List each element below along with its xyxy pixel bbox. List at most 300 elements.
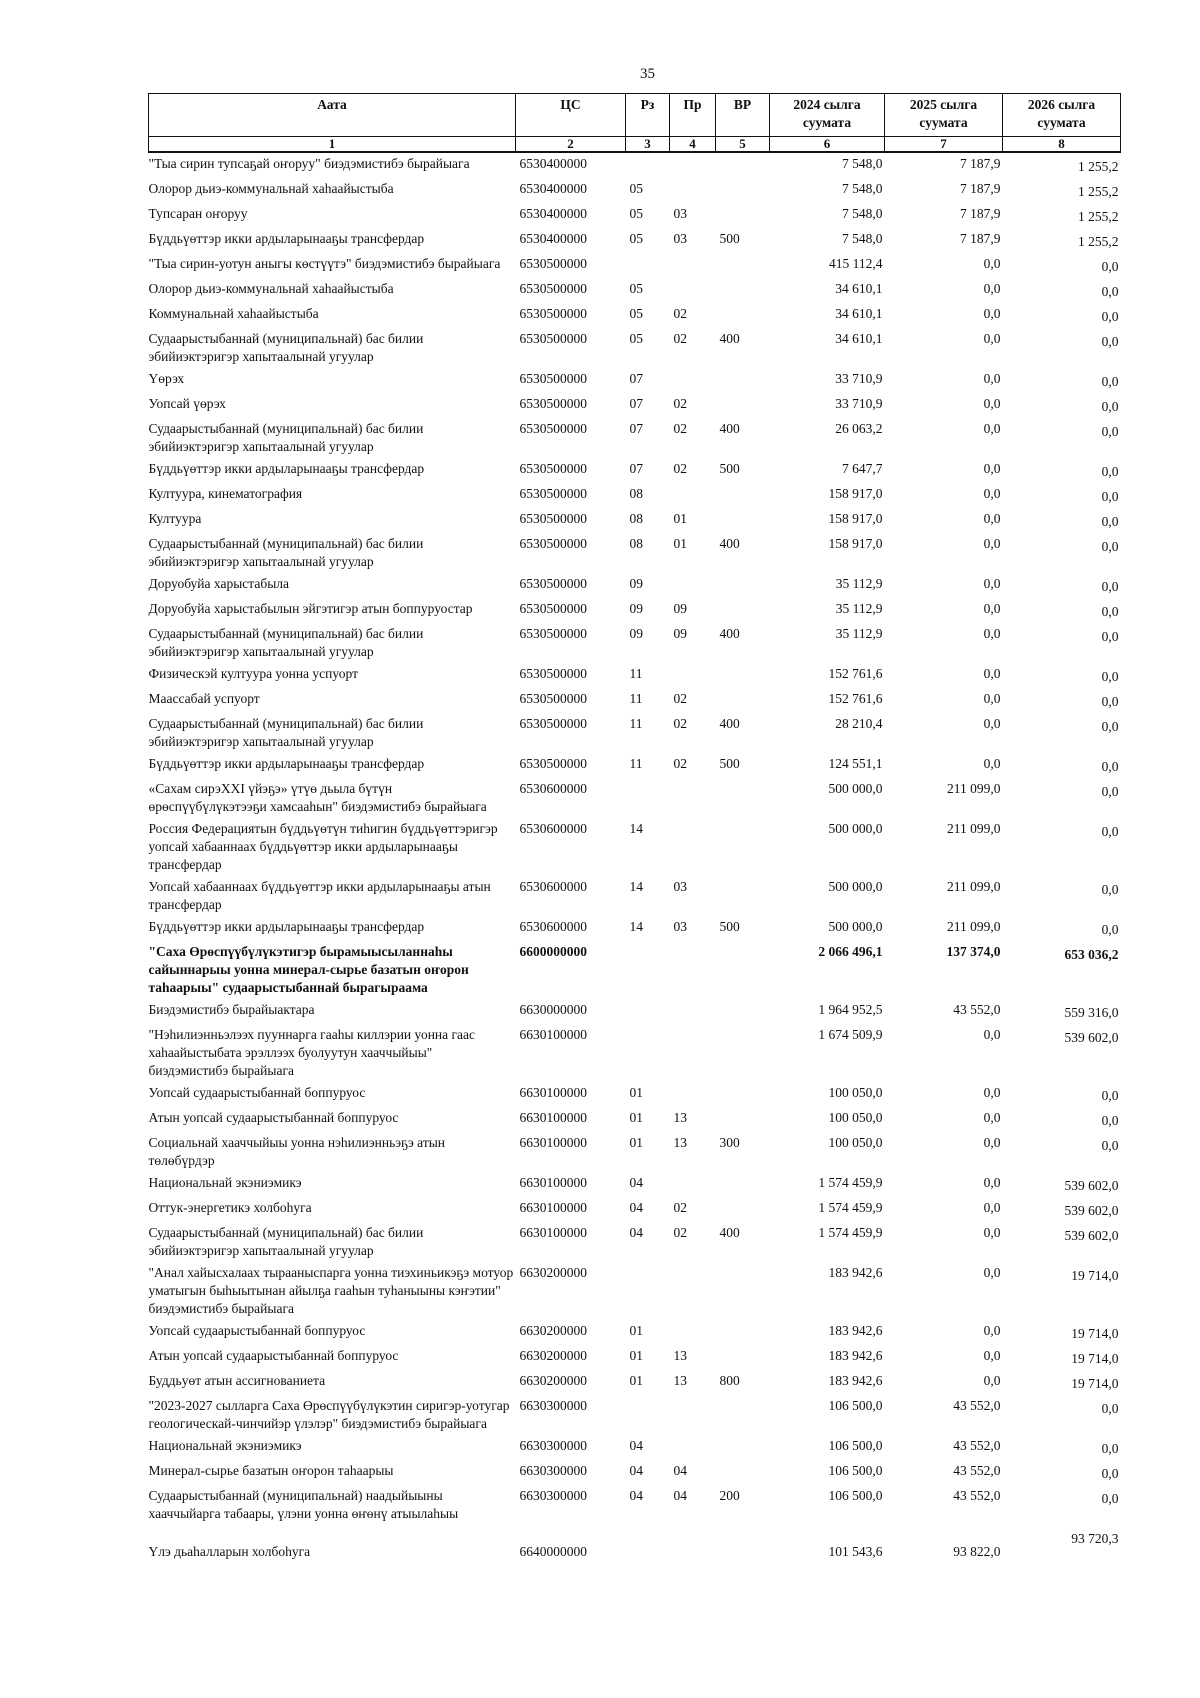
row-cs-code: 6630200000 xyxy=(519,1265,587,1280)
row-vr-code: 500 xyxy=(719,756,740,771)
row-rz-code: 05 xyxy=(629,281,643,296)
row-name: Бүддьүөттэр икки ардыларынааҕы трансфердар xyxy=(148,461,425,476)
row-vr-code xyxy=(716,1172,770,1197)
row-vr-code xyxy=(716,1525,770,1563)
row-pr-code xyxy=(670,1525,716,1563)
row-amount-2025: 0,0 xyxy=(983,1348,1001,1363)
row-name: Коммунальнай хаһаайыстыба xyxy=(148,306,319,321)
row-amount-2024: 34 610,1 xyxy=(835,281,883,296)
row-amount-2024: 415 112,4 xyxy=(829,256,883,271)
row-pr-code: 02 xyxy=(673,331,687,346)
row-amount-2026: 19 714,0 xyxy=(1071,1376,1119,1391)
row-pr-code: 02 xyxy=(673,1225,687,1240)
row-amount-2025: 137 374,0 xyxy=(946,944,1001,959)
row-amount-2025: 0,0 xyxy=(983,536,1001,551)
header-name: Аата xyxy=(149,94,516,137)
row-amount-2024: 34 610,1 xyxy=(835,306,883,321)
row-amount-2025: 0,0 xyxy=(983,1225,1001,1240)
column-number: 4 xyxy=(670,137,716,153)
row-amount-2024: 152 761,6 xyxy=(828,666,883,681)
row-pr-code xyxy=(670,1395,716,1435)
row-amount-2024: 7 548,0 xyxy=(842,206,883,221)
table-row xyxy=(149,1262,1121,1320)
row-amount-2026: 0,0 xyxy=(1101,579,1119,594)
row-rz-code xyxy=(626,1262,670,1320)
row-vr-code xyxy=(716,368,770,393)
row-pr-code xyxy=(670,368,716,393)
header-pr: Пр xyxy=(670,94,716,137)
row-amount-2024: 35 112,9 xyxy=(835,601,883,616)
row-rz-code xyxy=(626,778,670,818)
row-cs-code: 6530500000 xyxy=(519,281,587,296)
row-vr-code: 500 xyxy=(719,231,740,246)
column-number: 3 xyxy=(626,137,670,153)
row-pr-code: 13 xyxy=(673,1135,687,1150)
row-vr-code xyxy=(716,1082,770,1107)
row-name: Судаарыстыбаннай (муниципальнай) бас билии эбийиэктэригэр хапытаалынай угуулар xyxy=(148,536,424,569)
row-amount-2025: 7 187,9 xyxy=(960,181,1001,196)
row-rz-code: 05 xyxy=(629,306,643,321)
row-vr-code: 200 xyxy=(719,1488,740,1503)
row-cs-code: 6530500000 xyxy=(519,716,587,731)
table-row xyxy=(149,941,1121,999)
row-rz-code: 05 xyxy=(629,331,643,346)
row-amount-2025: 0,0 xyxy=(983,716,1001,731)
row-amount-2025: 0,0 xyxy=(983,666,1001,681)
row-amount-2025: 0,0 xyxy=(983,601,1001,616)
row-amount-2026: 0,0 xyxy=(1101,284,1119,299)
row-pr-code: 04 xyxy=(673,1488,687,1503)
table-row xyxy=(149,916,1121,941)
row-amount-2026: 19 714,0 xyxy=(1071,1326,1119,1341)
row-amount-2024: 500 000,0 xyxy=(828,919,883,934)
row-pr-code xyxy=(670,941,716,999)
table-row xyxy=(149,1370,1121,1395)
row-amount-2026: 0,0 xyxy=(1101,374,1119,389)
row-name: Национальнай экэниэмикэ xyxy=(148,1438,302,1453)
row-rz-code xyxy=(626,253,670,278)
row-amount-2024: 158 917,0 xyxy=(828,486,883,501)
column-number: 8 xyxy=(1003,137,1121,153)
row-amount-2026: 1 255,2 xyxy=(1078,159,1119,174)
row-cs-code: 6630300000 xyxy=(519,1463,587,1478)
row-rz-code xyxy=(626,1024,670,1082)
row-amount-2024: 106 500,0 xyxy=(828,1398,883,1413)
row-rz-code: 05 xyxy=(629,206,643,221)
row-rz-code: 11 xyxy=(629,756,643,771)
row-cs-code: 6530400000 xyxy=(519,156,587,171)
row-pr-code xyxy=(670,573,716,598)
row-pr-code: 04 xyxy=(673,1463,687,1478)
row-name: Олорор дьиэ-коммунальнай хаһаайыстыба xyxy=(148,281,394,296)
row-name: Тупсаран оҥоруу xyxy=(148,206,248,221)
row-amount-2026: 539 602,0 xyxy=(1064,1178,1119,1193)
row-amount-2025: 43 552,0 xyxy=(953,1398,1001,1413)
row-amount-2026: 0,0 xyxy=(1101,694,1119,709)
row-amount-2024: 35 112,9 xyxy=(835,576,883,591)
row-amount-2024: 35 112,9 xyxy=(835,626,883,641)
row-pr-code xyxy=(670,1024,716,1082)
row-amount-2025: 0,0 xyxy=(983,461,1001,476)
row-name: Уопсай үөрэх xyxy=(148,396,226,411)
row-amount-2025: 43 552,0 xyxy=(953,1463,1001,1478)
row-cs-code: 6630100000 xyxy=(519,1175,587,1190)
row-amount-2025: 43 552,0 xyxy=(953,1002,1001,1017)
row-rz-code: 14 xyxy=(629,821,643,836)
row-vr-code xyxy=(716,1262,770,1320)
row-amount-2026: 0,0 xyxy=(1101,1138,1119,1153)
row-rz-code: 04 xyxy=(629,1488,643,1503)
row-rz-code: 01 xyxy=(629,1135,643,1150)
row-cs-code: 6630100000 xyxy=(519,1135,587,1150)
row-cs-code: 6530500000 xyxy=(519,396,587,411)
row-amount-2026: 0,0 xyxy=(1101,824,1119,839)
row-amount-2026: 0,0 xyxy=(1101,259,1119,274)
row-vr-code xyxy=(716,203,770,228)
row-vr-code: 400 xyxy=(719,626,740,641)
row-amount-2024: 106 500,0 xyxy=(828,1438,883,1453)
row-pr-code: 02 xyxy=(673,461,687,476)
header-2026: 2026 сылга суумата xyxy=(1003,94,1121,137)
row-pr-code: 02 xyxy=(673,756,687,771)
table-row xyxy=(149,393,1121,418)
row-amount-2026: 0,0 xyxy=(1101,1491,1119,1506)
row-name: "Анал хайысхалаах тырааныспарга уонна тиэхиньикэҕэ мотуор уматыгын быһыытынан айылҕа гааһын туһаныыны кэҥэтии" биэдэмистибэ бырайыага xyxy=(148,1265,514,1316)
row-amount-2024: 158 917,0 xyxy=(828,511,883,526)
row-name: "Тыа сирин тупсаҕай оҥоруу" биэдэмистибэ бырайыага xyxy=(148,156,470,171)
table-body xyxy=(149,152,1121,1563)
row-amount-2026: 19 714,0 xyxy=(1071,1351,1119,1366)
row-amount-2025: 0,0 xyxy=(983,511,1001,526)
table-row xyxy=(149,1395,1121,1435)
row-cs-code: 6630000000 xyxy=(519,1002,587,1017)
header-2024: 2024 сылга суумата xyxy=(770,94,885,137)
table-row xyxy=(149,368,1121,393)
row-name: Россия Федерациятын бүддьүөтүн тиһигин бүддьүөттэригэр уопсай хабааннаах бүддьүөттэр икки ардыларынааҕы трансфердар xyxy=(148,821,498,872)
table-row xyxy=(149,152,1121,178)
row-cs-code: 6630200000 xyxy=(519,1323,587,1338)
row-amount-2024: 33 710,9 xyxy=(835,396,883,411)
table-row xyxy=(149,1082,1121,1107)
row-amount-2026: 0,0 xyxy=(1101,309,1119,324)
row-cs-code: 6630300000 xyxy=(519,1488,587,1503)
row-pr-code xyxy=(670,1262,716,1320)
row-name: Судаарыстыбаннай (муниципальнай) бас билии эбийиэктэригэр хапытаалынай угуулар xyxy=(148,421,424,454)
row-amount-2025: 0,0 xyxy=(983,306,1001,321)
table-row xyxy=(149,418,1121,458)
table-row xyxy=(149,1345,1121,1370)
row-amount-2026: 0,0 xyxy=(1101,514,1119,529)
row-amount-2026: 0,0 xyxy=(1101,1466,1119,1481)
row-amount-2025: 0,0 xyxy=(983,256,1001,271)
row-cs-code: 6530500000 xyxy=(519,666,587,681)
row-cs-code: 6530500000 xyxy=(519,601,587,616)
row-amount-2025: 0,0 xyxy=(983,1200,1001,1215)
table-row xyxy=(149,688,1121,713)
row-amount-2024: 183 942,6 xyxy=(828,1323,883,1338)
row-rz-code xyxy=(626,1395,670,1435)
row-amount-2026: 0,0 xyxy=(1101,759,1119,774)
row-pr-code: 03 xyxy=(673,206,687,221)
row-amount-2026: 559 316,0 xyxy=(1064,1005,1119,1020)
row-vr-code: 300 xyxy=(719,1135,740,1150)
row-cs-code: 6530500000 xyxy=(519,626,587,641)
row-cs-code: 6530500000 xyxy=(519,756,587,771)
row-rz-code: 04 xyxy=(629,1463,643,1478)
row-amount-2026: 0,0 xyxy=(1101,424,1119,439)
row-amount-2026: 93 720,3 xyxy=(1071,1531,1119,1546)
row-cs-code: 6640000000 xyxy=(519,1544,587,1559)
row-amount-2025: 0,0 xyxy=(983,371,1001,386)
table-row xyxy=(149,483,1121,508)
row-pr-code: 02 xyxy=(673,421,687,436)
row-amount-2025: 0,0 xyxy=(983,1110,1001,1125)
row-amount-2025: 0,0 xyxy=(983,691,1001,706)
row-amount-2026: 0,0 xyxy=(1101,1441,1119,1456)
table-row xyxy=(149,178,1121,203)
row-name: «Сахам сирэХХI үйэҕэ» үтүө дьыла бүтүн өрөспүүбүлүкэтээҕи хамсааһын" биэдэмистибэ бырайыага xyxy=(148,781,487,814)
row-rz-code: 05 xyxy=(629,181,643,196)
row-name: Култуура, кинематография xyxy=(148,486,303,501)
row-vr-code xyxy=(716,663,770,688)
row-amount-2025: 0,0 xyxy=(983,396,1001,411)
row-name: Доруобуйа харыстабыла xyxy=(148,576,289,591)
row-amount-2026: 0,0 xyxy=(1101,334,1119,349)
row-name: Биэдэмистибэ бырайыактара xyxy=(148,1002,315,1017)
row-pr-code: 02 xyxy=(673,396,687,411)
row-rz-code: 05 xyxy=(629,231,643,246)
row-amount-2025: 7 187,9 xyxy=(960,206,1001,221)
row-pr-code xyxy=(670,1435,716,1460)
column-number: 6 xyxy=(770,137,885,153)
row-amount-2024: 100 050,0 xyxy=(828,1110,883,1125)
row-amount-2024: 500 000,0 xyxy=(828,879,883,894)
row-name: Үөрэх xyxy=(148,371,185,386)
row-rz-code: 09 xyxy=(629,626,643,641)
row-amount-2025: 0,0 xyxy=(983,486,1001,501)
header-2025: 2025 сылга суумата xyxy=(885,94,1003,137)
row-rz-code: 11 xyxy=(629,691,643,706)
row-pr-code xyxy=(670,778,716,818)
row-vr-code: 400 xyxy=(719,536,740,551)
row-name: Үлэ дьаһалларын холбоһуга xyxy=(148,1544,311,1559)
row-amount-2025: 211 099,0 xyxy=(947,821,1001,836)
row-pr-code: 13 xyxy=(673,1373,687,1388)
row-pr-code: 02 xyxy=(673,691,687,706)
row-pr-code: 13 xyxy=(673,1110,687,1125)
row-pr-code: 03 xyxy=(673,231,687,246)
row-vr-code: 400 xyxy=(719,421,740,436)
row-pr-code xyxy=(670,1320,716,1345)
row-name: "Саха Өрөспүүбүлүкэтигэр бырамыысыланнаһы сайыннарыы уонна минерал-сырье базатын оҥорон таһаарыы" судаарыстыбаннай бырагыраама xyxy=(148,944,469,995)
table-row xyxy=(149,303,1121,328)
row-amount-2024: 158 917,0 xyxy=(828,536,883,551)
row-name: Оттук-энергетикэ холбоһуга xyxy=(148,1200,312,1215)
row-name: Судаарыстыбаннай (муниципальнай) наадыйыыны хааччыйарга табаары, үлэни уонна өҥөнү атыылаһыы xyxy=(148,1488,459,1521)
row-cs-code: 6530600000 xyxy=(519,821,587,836)
table-row xyxy=(149,1435,1121,1460)
row-amount-2024: 34 610,1 xyxy=(835,331,883,346)
row-amount-2025: 0,0 xyxy=(983,281,1001,296)
row-rz-code: 04 xyxy=(629,1438,643,1453)
row-cs-code: 6530600000 xyxy=(519,919,587,934)
row-amount-2026: 0,0 xyxy=(1101,489,1119,504)
row-vr-code xyxy=(716,1345,770,1370)
row-vr-code xyxy=(716,1024,770,1082)
row-cs-code: 6530500000 xyxy=(519,421,587,436)
row-amount-2024: 7 548,0 xyxy=(842,231,883,246)
row-name: Уопсай судаарыстыбаннай боппуруос xyxy=(148,1323,366,1338)
row-rz-code: 08 xyxy=(629,486,643,501)
row-amount-2025: 43 552,0 xyxy=(953,1488,1001,1503)
row-rz-code: 14 xyxy=(629,919,643,934)
row-amount-2024: 100 050,0 xyxy=(828,1135,883,1150)
row-cs-code: 6630200000 xyxy=(519,1348,587,1363)
row-amount-2026: 0,0 xyxy=(1101,604,1119,619)
row-amount-2025: 0,0 xyxy=(983,756,1001,771)
row-vr-code xyxy=(716,573,770,598)
row-rz-code: 01 xyxy=(629,1085,643,1100)
row-name: Маассабай успуорт xyxy=(148,691,260,706)
row-vr-code xyxy=(716,508,770,533)
table-row xyxy=(149,573,1121,598)
row-rz-code: 09 xyxy=(629,601,643,616)
row-rz-code: 01 xyxy=(629,1373,643,1388)
row-amount-2025: 0,0 xyxy=(983,1265,1001,1280)
row-vr-code xyxy=(716,483,770,508)
row-cs-code: 6530500000 xyxy=(519,306,587,321)
row-amount-2025: 211 099,0 xyxy=(947,781,1001,796)
row-rz-code: 04 xyxy=(629,1225,643,1240)
row-amount-2024: 500 000,0 xyxy=(828,781,883,796)
row-amount-2025: 7 187,9 xyxy=(960,156,1001,171)
column-number-row xyxy=(149,137,1121,153)
row-cs-code: 6630100000 xyxy=(519,1225,587,1240)
row-vr-code: 400 xyxy=(719,1225,740,1240)
row-name: Култуура xyxy=(148,511,202,526)
row-pr-code xyxy=(670,253,716,278)
row-vr-code xyxy=(716,1395,770,1435)
row-rz-code: 07 xyxy=(629,396,643,411)
row-name: Уопсай судаарыстыбаннай боппуруос xyxy=(148,1085,366,1100)
row-name: "Нэһилиэнньэлээх пууннарга гааһы киллэрии уонна гаас хаһаайыстыбата эрэллээх буолуутун хааччыйыы" биэдэмистибэ бырайыага xyxy=(148,1027,476,1078)
row-vr-code xyxy=(716,778,770,818)
row-name: Уопсай хабааннаах бүддьүөттэр икки ардыларынааҕы атын трансфердар xyxy=(148,879,491,912)
row-name: Доруобуйа харыстабылын эйгэтигэр атын боппуруостар xyxy=(148,601,473,616)
row-amount-2024: 500 000,0 xyxy=(828,821,883,836)
row-amount-2024: 101 543,6 xyxy=(828,1544,883,1559)
row-amount-2026: 0,0 xyxy=(1101,1113,1119,1128)
row-rz-code: 07 xyxy=(629,461,643,476)
row-pr-code: 13 xyxy=(673,1348,687,1363)
table-row xyxy=(149,533,1121,573)
row-cs-code: 6530500000 xyxy=(519,511,587,526)
row-cs-code: 6530600000 xyxy=(519,781,587,796)
table-row xyxy=(149,1107,1121,1132)
row-pr-code: 02 xyxy=(673,1200,687,1215)
table-row xyxy=(149,713,1121,753)
row-vr-code xyxy=(716,278,770,303)
table-row xyxy=(149,778,1121,818)
row-cs-code: 6530500000 xyxy=(519,331,587,346)
row-name: Буддьуөт атын ассигнованиета xyxy=(148,1373,326,1388)
row-amount-2024: 1 574 459,9 xyxy=(818,1225,883,1240)
row-rz-code: 01 xyxy=(629,1110,643,1125)
table-row xyxy=(149,623,1121,663)
row-amount-2025: 0,0 xyxy=(983,1323,1001,1338)
row-amount-2024: 2 066 496,1 xyxy=(818,944,883,959)
row-amount-2025: 93 822,0 xyxy=(953,1544,1001,1559)
row-rz-code: 08 xyxy=(629,536,643,551)
row-name: "Тыа сирин-уотун аныгы көстүүтэ" биэдэмистибэ бырайыага xyxy=(148,256,501,271)
row-pr-code: 02 xyxy=(673,306,687,321)
row-amount-2026: 0,0 xyxy=(1101,464,1119,479)
table-row xyxy=(149,458,1121,483)
row-pr-code: 01 xyxy=(673,511,687,526)
row-amount-2024: 106 500,0 xyxy=(828,1463,883,1478)
row-amount-2026: 0,0 xyxy=(1101,1088,1119,1103)
row-amount-2025: 0,0 xyxy=(983,1175,1001,1190)
row-amount-2024: 1 964 952,5 xyxy=(818,1002,883,1017)
row-cs-code: 6530400000 xyxy=(519,206,587,221)
row-amount-2026: 19 714,0 xyxy=(1071,1268,1119,1283)
row-amount-2026: 0,0 xyxy=(1101,882,1119,897)
row-cs-code: 6630300000 xyxy=(519,1438,587,1453)
row-vr-code xyxy=(716,688,770,713)
table-row xyxy=(149,1485,1121,1525)
row-amount-2024: 1 574 459,9 xyxy=(818,1175,883,1190)
row-cs-code: 6530500000 xyxy=(519,486,587,501)
row-amount-2026: 539 602,0 xyxy=(1064,1030,1119,1045)
row-cs-code: 6530500000 xyxy=(519,536,587,551)
row-pr-code xyxy=(670,1082,716,1107)
header-vr: ВР xyxy=(716,94,770,137)
row-amount-2026: 0,0 xyxy=(1101,539,1119,554)
row-cs-code: 6530500000 xyxy=(519,256,587,271)
row-cs-code: 6530500000 xyxy=(519,461,587,476)
row-pr-code: 09 xyxy=(673,626,687,641)
table-row xyxy=(149,1222,1121,1262)
row-vr-code xyxy=(716,1107,770,1132)
table-row xyxy=(149,1024,1121,1082)
row-amount-2024: 26 063,2 xyxy=(835,421,883,436)
row-pr-code: 03 xyxy=(673,879,687,894)
row-rz-code xyxy=(626,152,670,178)
header-cs: ЦС xyxy=(516,94,626,137)
row-amount-2025: 43 552,0 xyxy=(953,1438,1001,1453)
row-vr-code: 400 xyxy=(719,716,740,731)
column-number: 2 xyxy=(516,137,626,153)
row-amount-2024: 28 210,4 xyxy=(835,716,883,731)
row-amount-2024: 183 942,6 xyxy=(828,1265,883,1280)
row-rz-code: 11 xyxy=(629,716,643,731)
table-row xyxy=(149,1525,1121,1563)
row-cs-code: 6530400000 xyxy=(519,231,587,246)
row-amount-2026: 0,0 xyxy=(1101,669,1119,684)
table-row xyxy=(149,203,1121,228)
row-cs-code: 6630300000 xyxy=(519,1398,587,1413)
row-rz-code: 14 xyxy=(629,879,643,894)
row-amount-2026: 1 255,2 xyxy=(1078,209,1119,224)
row-vr-code xyxy=(716,1197,770,1222)
row-name: Минерал-сырье базатын оҥорон таһаарыы xyxy=(148,1463,394,1478)
row-amount-2026: 539 602,0 xyxy=(1064,1228,1119,1243)
row-amount-2024: 152 761,6 xyxy=(828,691,883,706)
row-pr-code xyxy=(670,818,716,876)
row-rz-code: 09 xyxy=(629,576,643,591)
row-amount-2025: 0,0 xyxy=(983,576,1001,591)
row-amount-2026: 539 602,0 xyxy=(1064,1203,1119,1218)
